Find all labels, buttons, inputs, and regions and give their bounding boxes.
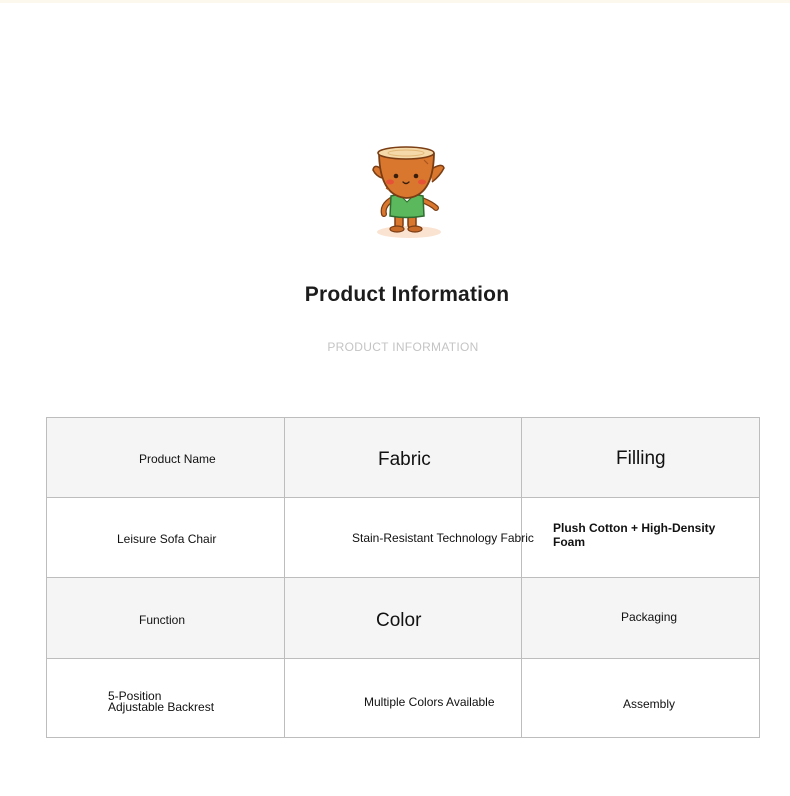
spec-value-line2: Foam	[553, 535, 586, 549]
spec-value-line1: Plush Cotton + High-Density	[553, 521, 716, 535]
spec-label: Filling	[616, 448, 666, 469]
page-subtitle: PRODUCT INFORMATION	[327, 340, 479, 354]
spec-value-line1: 5-Position	[108, 689, 162, 703]
page-title: Product Information	[304, 283, 510, 306]
spec-value-line2: Adjustable Backrest	[108, 700, 215, 714]
spec-value: Multiple Colors Available	[364, 695, 495, 709]
spec-label: Product Name	[139, 452, 216, 466]
spec-value: Stain-Resistant Technology Fabric	[352, 531, 534, 545]
spec-cell-filling-label	[522, 418, 759, 498]
spec-cell-color-label	[285, 578, 522, 659]
spec-value: Assembly	[623, 697, 676, 711]
spec-cell-fabric-value	[285, 498, 534, 578]
tree-stump-mascot-icon	[366, 140, 450, 244]
spec-cell-function-value	[47, 659, 285, 737]
spec-label: Color	[376, 610, 422, 631]
spec-cell-product-name-label	[47, 418, 285, 498]
spec-cell-product-name-value	[47, 498, 285, 578]
spec-label: Function	[139, 613, 186, 627]
spec-cell-fabric-label	[285, 418, 522, 498]
spec-label: Packaging	[621, 610, 678, 624]
spec-cell-filling-value	[522, 498, 759, 578]
spec-table	[46, 417, 760, 738]
spec-cell-packaging-value	[522, 659, 759, 737]
spec-value: Leisure Sofa Chair	[117, 532, 217, 546]
spec-cell-function-label	[47, 578, 285, 659]
spec-label: Fabric	[378, 449, 431, 470]
spec-cell-color-value	[285, 659, 522, 737]
spec-cell-packaging-label	[522, 578, 759, 659]
top-strip	[0, 0, 790, 3]
